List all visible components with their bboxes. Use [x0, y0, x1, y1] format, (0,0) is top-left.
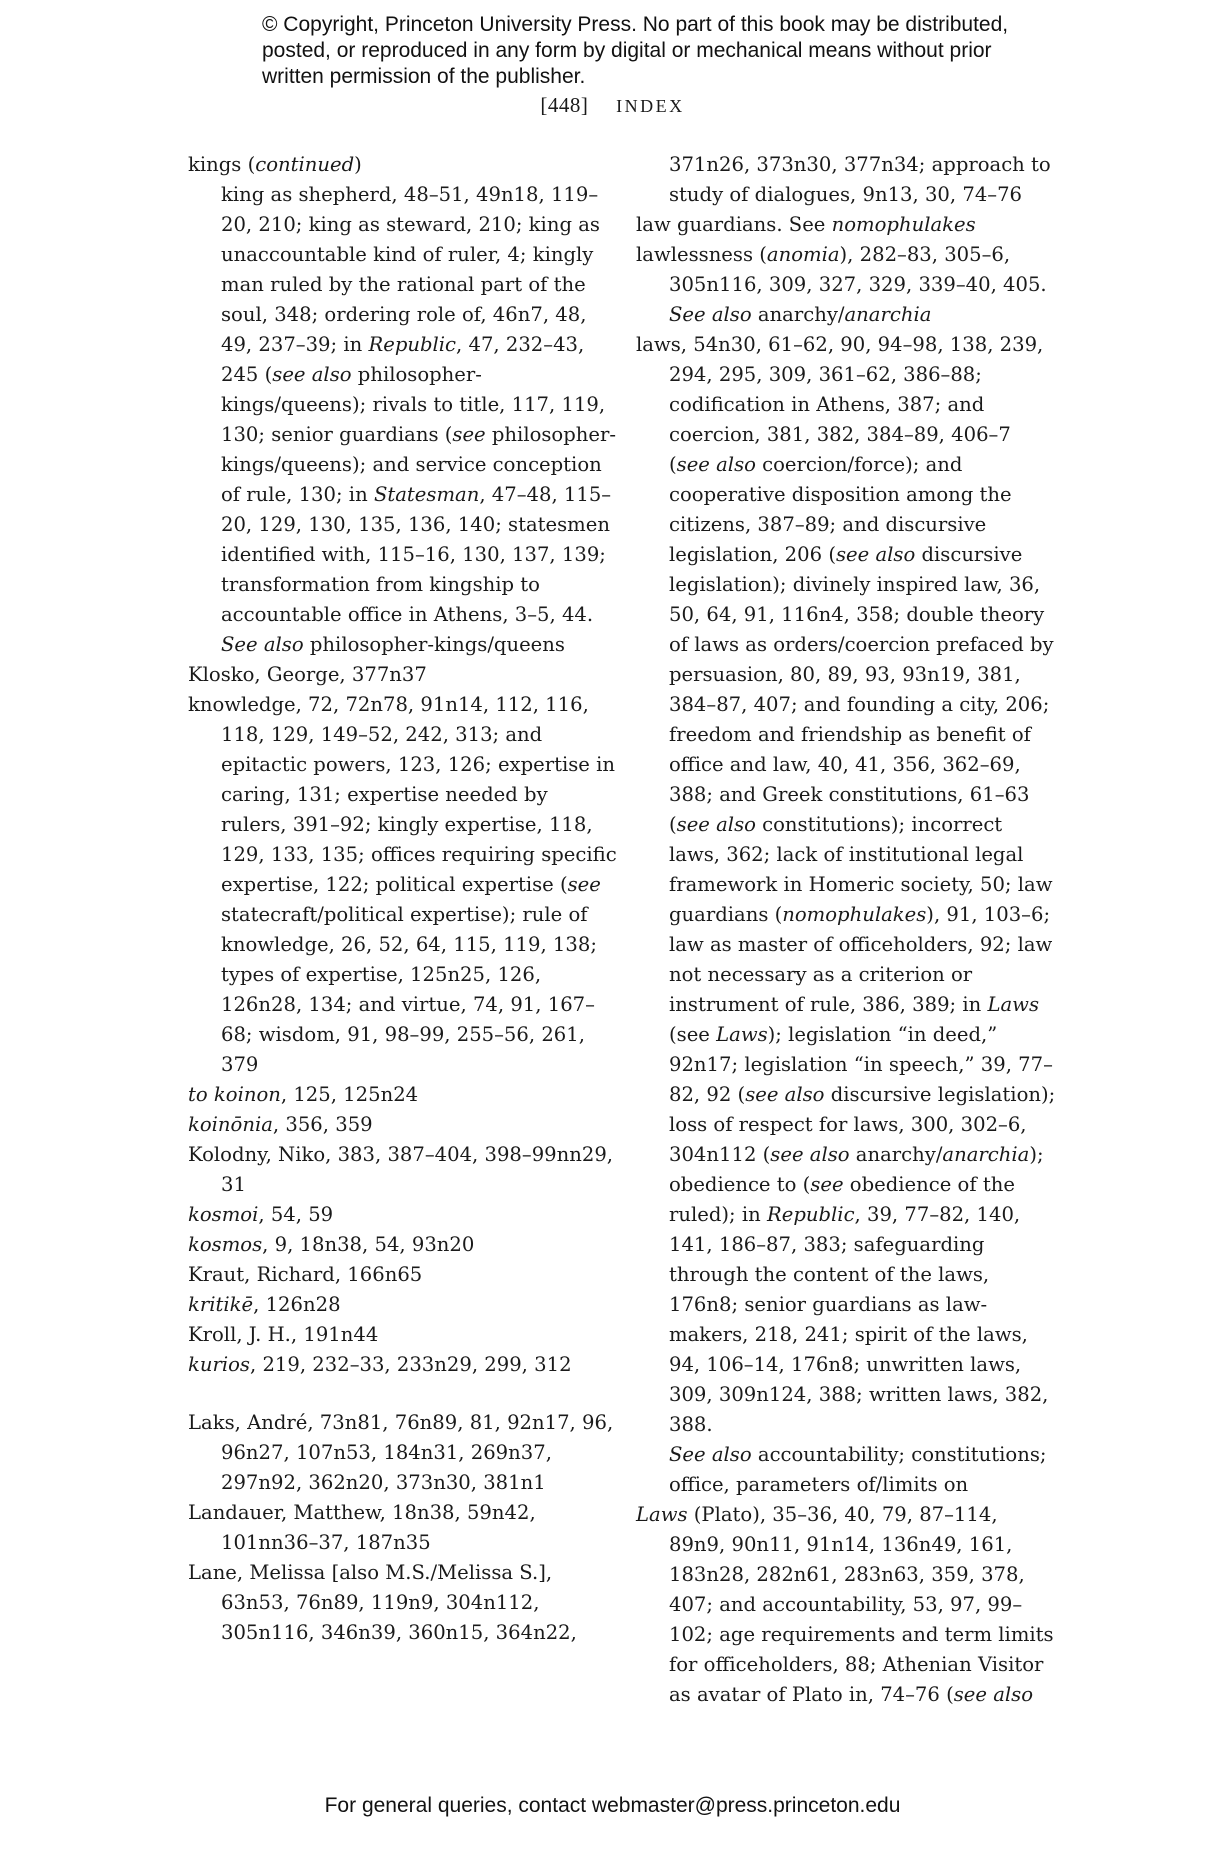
index-text: Landauer, Matthew, 18n38, 59n42, 101nn36–37, 187n35 [188, 1501, 536, 1554]
index-italic-text: kosmoi [188, 1203, 259, 1226]
index-column-left [188, 150, 618, 1648]
index-italic-text: kritikē [188, 1293, 254, 1316]
index-italic-text: see also [272, 363, 352, 386]
index-italic-text: see also [835, 543, 916, 566]
index-text: , 47–48, 115–20, 129, 130, 135, 136, 140; statesmen identified with, 115–16, 130, 137, 139; transformation from kingship to accountable office in Athens, 3–5, 44. [221, 483, 612, 626]
index-entry [188, 1260, 618, 1290]
index-italic-text: Republic [368, 333, 457, 356]
index-entry [188, 1320, 618, 1350]
section-title: INDEX [616, 96, 685, 116]
index-text: philosopher-kings/queens); and service conception of rule, 130; in [221, 423, 616, 506]
index-italic-text: Republic [766, 1203, 855, 1226]
index-letter-gap [188, 1380, 618, 1408]
index-entry [188, 1230, 618, 1260]
index-entry [188, 1558, 618, 1648]
index-italic-text: see also [676, 813, 756, 836]
index-italic-text: anomia [766, 243, 840, 266]
index-italic-text: anarchia [844, 303, 932, 326]
index-italic-text: see also [745, 1083, 825, 1106]
index-italic-text: see [567, 873, 601, 896]
copyright-notice: © Copyright, Princeton University Press. No part of this book may be distributed, posted, or reproduced in any form by digital or mechanical means without prior written permission of the publisher. [262, 13, 1009, 88]
index-italic-text: koinōnia [188, 1113, 273, 1136]
index-text: anarchy/ [849, 1143, 943, 1166]
index-entry [188, 690, 618, 1080]
index-text: Lane, Melissa [also M.S./Melissa S.], 63n53, 76n89, 119n9, 304n112, 305n116, 346n39, 360n15, 364n22, [188, 1561, 577, 1644]
index-text: anarchy/ [751, 303, 845, 326]
index-entry [636, 1500, 1056, 1710]
index-text: Kolodny, Niko, 383, 387–404, 398–99nn29, 31 [188, 1143, 614, 1196]
index-text: (Plato), 35–36, 40, 79, 87–114, 89n9, 90n11, 91n14, 136n49, 161, 183n28, 282n61, 283n63, 359, 378, 407; and accountability, 53, 97, 99–102; age requirements and term limits for officeholders, 88; Athenian Visitor as avatar of Plato in, 74–76 ( [669, 1503, 1054, 1706]
index-text: Kraut, Richard, 166n65 [188, 1263, 423, 1286]
index-text: ), 91, 103–6; law as master of officeholders, 92; law not necessary as a criterion or instrument of rule, 386, 389; in [669, 903, 1053, 1016]
index-text: king as shepherd, 48–51, 49n18, 119–20, 210; king as steward, 210; king as unaccountable kind of ruler, 4; kingly man ruled by the rational part of the soul, 348; ordering role of, 46n7, 48, 49, 237–39; in [221, 183, 600, 356]
index-italic-text: see [452, 423, 486, 446]
index-text: ); legislation “in deed,” 92n17; legislation “in speech,” 39, 77–82, 92 ( [669, 1023, 1053, 1106]
index-text: , 39, 77–82, 140, 141, 186–87, 383; safeguarding through the content of the laws, 176n8; senior guardians as law-makers, 218, 241; spirit of the laws, 94, 106–14, 176n8; unwritten laws, 309, 309n124, 388; written laws, 382, 388. [669, 1203, 1049, 1436]
index-entry [188, 1350, 618, 1380]
index-italic-text: continued [255, 153, 355, 176]
index-entry [188, 1498, 618, 1558]
index-italic-text: see also [676, 453, 756, 476]
index-italic-text: See also [221, 633, 304, 656]
index-column-right [636, 150, 1056, 1710]
index-italic-text: to koinon [188, 1083, 281, 1106]
index-entry [188, 1290, 618, 1320]
index-text: law guardians. See [636, 213, 832, 236]
index-italic-text: see also [770, 1143, 850, 1166]
index-italic-text: see also [953, 1683, 1034, 1706]
index-text: coercion/force); and cooperative disposition among the citizens, 387–89; and discursive legislation, 206 ( [669, 453, 1012, 566]
index-text: , 125, 125n24 [280, 1083, 419, 1106]
index-text: lawlessness ( [636, 243, 767, 266]
index-text: knowledge, 72, 72n78, 91n14, 112, 116, 118, 129, 149–52, 242, 313; and epitactic powers, 123, 126; expertise in caring, 131; expertise needed by rulers, 391–92; kingly expertise, 118, 129, 133, 135; offices requiring specific expertise, 122; political expertise ( [188, 693, 617, 896]
index-text: ); obedience to ( [669, 1143, 1044, 1196]
index-text: , 219, 232–33, 233n29, 299, 312 [249, 1353, 572, 1376]
index-italic-text: nomophulakes [782, 903, 927, 926]
index-entry [188, 1110, 618, 1140]
index-subentry [636, 300, 1056, 330]
index-subentry [636, 150, 1056, 210]
index-text: philosopher-kings/queens [303, 633, 565, 656]
index-italic-text: kosmos [188, 1233, 263, 1256]
index-text: laws, 54n30, 61–62, 90, 94–98, 138, 239, 294, 295, 309, 361–62, 386–88; codification in Athens, 387; and coercion, 381, 382, 384–89, 406–7 ( [636, 333, 1044, 476]
index-subentry [636, 1440, 1056, 1500]
index-italic-text: Laws [987, 993, 1040, 1016]
index-entry [636, 210, 1056, 240]
index-text: (see [669, 1023, 717, 1046]
index-text: ) [354, 153, 362, 176]
page-number: [448] [540, 93, 589, 117]
index-subentry [188, 180, 618, 630]
running-head [0, 93, 1225, 118]
index-text: Kroll, J. H., 191n44 [188, 1323, 379, 1346]
index-subentry [188, 630, 618, 660]
index-text: accountability; constitutions; office, parameters of/limits on [669, 1443, 1047, 1496]
index-text: , 9, 18n38, 54, 93n20 [262, 1233, 475, 1256]
index-text: Klosko, George, 377n37 [188, 663, 427, 686]
index-text: discursive legislation); divinely inspired law, 36, 50, 64, 91, 116n4, 358; double theory of laws as orders/coercion prefaced by persuasion, 80, 89, 93, 93n19, 381, 384–87, 407; and founding a city, 206; freedom and friendship as benefit of office and law, 40, 41, 356, 362–69, 388; and Greek constitutions, 61–63 ( [669, 543, 1054, 836]
index-italic-text: Laws [636, 1503, 688, 1526]
index-entry [188, 1408, 618, 1498]
index-text: ), 282–83, 305–6, 305n116, 309, 327, 329, 339–40, 405. [669, 243, 1047, 296]
index-entry [636, 330, 1056, 1440]
index-italic-text: anarchia [942, 1143, 1030, 1166]
index-text: , 47, 232–43, 245 ( [221, 333, 585, 386]
index-text: Laks, André, 73n81, 76n89, 81, 92n17, 96, 96n27, 107n53, 184n31, 269n37, 297n92, 362n20, 373n30, 381n1 [188, 1411, 614, 1494]
index-text: obedience of the ruled); in [669, 1173, 1015, 1226]
index-italic-text: Statesman [373, 483, 480, 506]
index-text: , 126n28 [253, 1293, 341, 1316]
index-italic-text: Laws [716, 1023, 768, 1046]
index-text: 371n26, 373n30, 377n34; approach to study of dialogues, 9n13, 30, 74–76 [669, 153, 1051, 206]
index-text: kings ( [188, 153, 256, 176]
index-text: philosopher-kings/queens); rivals to title, 117, 119, 130; senior guardians ( [221, 363, 606, 446]
index-italic-text: See also [669, 303, 752, 326]
index-text: , 54, 59 [258, 1203, 334, 1226]
footer-contact: For general queries, contact webmaster@press.princeton.edu [324, 1794, 901, 1817]
index-italic-text: see [810, 1173, 844, 1196]
index-text: , 356, 359 [272, 1113, 373, 1136]
index-entry [188, 1200, 618, 1230]
index-italic-text: kurios [188, 1353, 250, 1376]
index-text: constitutions); incorrect laws, 362; lack of institutional legal framework in Homeric society, 50; law guardians ( [669, 813, 1053, 926]
index-italic-text: nomophulakes [831, 213, 976, 236]
index-italic-text: See also [669, 1443, 752, 1466]
index-entry [636, 240, 1056, 300]
index-text: discursive legislation); loss of respect for laws, 300, 302–6, 304n112 ( [669, 1083, 1056, 1166]
index-entry [188, 1140, 618, 1200]
index-entry [188, 1080, 618, 1110]
index-text: statecraft/political expertise); rule of knowledge, 26, 52, 64, 115, 119, 138; types of expertise, 125n25, 126, 126n28, 134; and virtue, 74, 91, 167–68; wisdom, 91, 98–99, 255–56, 261, 379 [221, 903, 597, 1076]
index-entry [188, 150, 618, 180]
index-entry [188, 660, 618, 690]
